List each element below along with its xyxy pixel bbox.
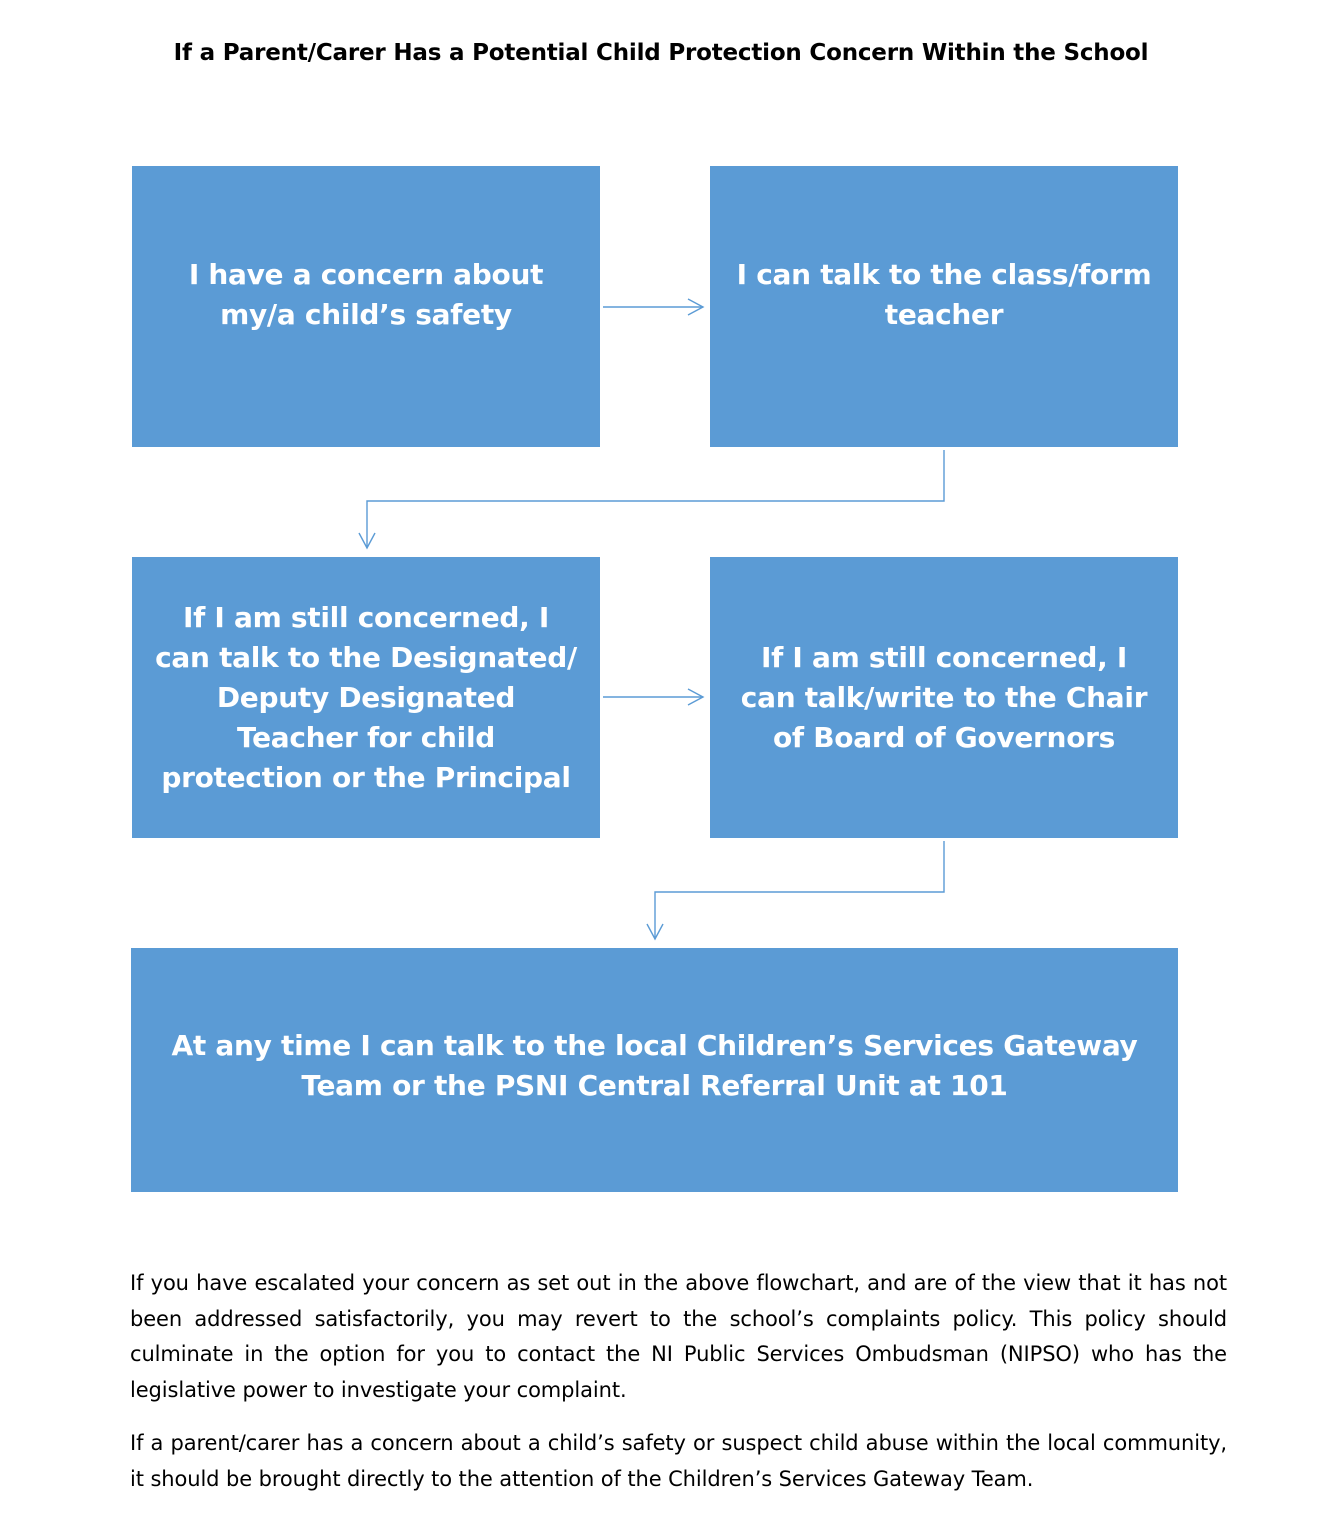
flow-step-concern-label: I have a concern about my/a child’s safety xyxy=(188,257,544,331)
paragraph-community-concern: If a parent/carer has a concern about a child’s safety or suspect child abuse within the local community, it should be brought directly to the attention of the Children’s Services Gateway Team. xyxy=(130,1431,1227,1491)
flow-step-designated-teacher xyxy=(132,557,600,838)
page-title: If a Parent/Carer Has a Potential Child Protection Concern Within the School xyxy=(173,40,1149,66)
arrow-step2-to-step3 xyxy=(359,450,944,548)
arrow-step1-to-step2 xyxy=(603,299,703,315)
arrow-step3-to-step4 xyxy=(603,689,703,705)
flow-step-chair-governors-label: If I am still concerned, I can talk/write to the Chair of Board of Governors xyxy=(740,640,1148,754)
arrow-step4-to-step5 xyxy=(647,841,944,939)
flow-step-class-teacher xyxy=(710,166,1178,447)
paragraph-escalation: If you have escalated your concern as set out in the above flowchart, and are of the view that it has not been addressed satisfactorily, you may revert to the school’s complaints policy. This policy should culminate in the option for you to contact the NI Public Services Ombudsman (NIPSO) who has the legislative power to investigate your complaint. xyxy=(130,1271,1227,1402)
flow-step-designated-teacher-label: If I am still concerned, I can talk to the Designated/ Deputy Designated Teacher for child protection or the Principal xyxy=(155,600,577,794)
flow-step-chair-governors xyxy=(710,557,1178,838)
flow-step-gateway-team xyxy=(131,948,1178,1192)
flow-step-class-teacher-label: I can talk to the class/form teacher xyxy=(736,257,1152,331)
flow-step-gateway-team-label: At any time I can talk to the local Children’s Services Gateway Team or the PSNI Central Referral Unit at 101 xyxy=(171,1029,1138,1102)
flow-step-concern xyxy=(132,166,600,447)
